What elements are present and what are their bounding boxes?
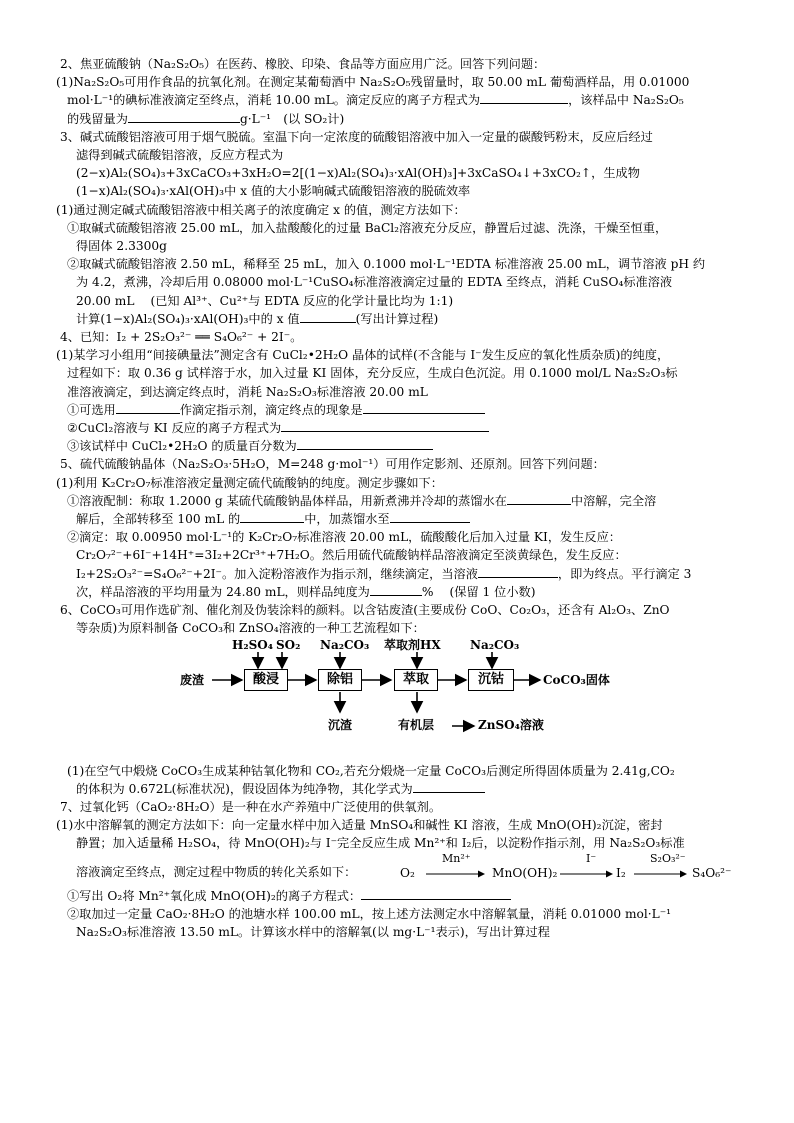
q4-line3: 准溶液滴定，到达滴定终点时，消耗 Na₂S₂O₃标准溶液 20.00 mL bbox=[67, 384, 428, 399]
q4-sub1-mid: 作滴定指示剂，滴定终点的现象是 bbox=[179, 402, 363, 417]
q3-step2b: 为 4.2，煮沸，冷却后用 0.08000 mol·L⁻¹CuSO₄标准溶液滴定过量的 EDTA 至终点，消耗 CuSO₄标准溶液 bbox=[76, 275, 673, 290]
q2-title: 2、焦亚硫酸钠（Na₂S₂O₅）在医药、橡胶、印染、食品等方面应用广泛。回答下列问题： bbox=[60, 57, 546, 71]
q5-title: 5、硫代硫酸钠晶体（Na₂S₂O₃·5H₂O，M=248 g·mol⁻¹）可用作定影剂、还原剂。回答下列问题： bbox=[60, 457, 605, 472]
q5-step1a-tail: 中溶解，完全溶 bbox=[570, 493, 657, 508]
q5-step2b: Cr₂O₇²⁻+6I⁻+14H⁺=3I₂+2Cr³⁺+7H₂O。然后用硫代硫酸钠样品溶液滴定至淡黄绿色，发生反应： bbox=[76, 548, 627, 563]
q4-sub1-text: ①可选用 bbox=[67, 402, 116, 417]
q2-line2-text: mol·L⁻¹的碘标准液滴定至终点，消耗 10.00 mL。滴定反应的离子方程式为 bbox=[67, 93, 481, 108]
flow-input-na2co3-2: Na₂CO₃ bbox=[470, 637, 520, 652]
q5-step1b bbox=[56, 510, 746, 528]
answer-blank[interactable] bbox=[297, 438, 433, 450]
flow-feed: 废渣 bbox=[180, 672, 205, 687]
q3-step1b: 得固体 2.3300g bbox=[76, 239, 167, 254]
answer-blank[interactable] bbox=[363, 402, 485, 414]
q2-line1: (1)Na₂S₂O₅可用作食品的抗氧化剂。在测定某葡萄酒中 Na₂S₂O₅残留量时，取 50.00 mL 葡萄酒样品，用 0.01000 bbox=[56, 75, 690, 90]
q3-step1a: ①取碱式硫酸铝溶液 25.00 mL，加入盐酸酸化的过量 BaCl₂溶液充分反应，静置后过滤、洗涤，干燥至恒重， bbox=[67, 220, 668, 235]
q7-sub2b: Na₂S₂O₃标准溶液 13.50 mL。计算该水样中的溶解氧(以 mg·L⁻¹表示)，写出计算过程 bbox=[76, 924, 550, 939]
q5-step2c-text: I₂+2S₂O₃²⁻=S₄O₆²⁻+2I⁻。加入淀粉溶液作为指示剂，继续滴定，当溶液 bbox=[76, 566, 478, 581]
answer-blank[interactable] bbox=[370, 584, 422, 596]
q7-sub1 bbox=[56, 887, 746, 905]
chain-i2: I₂ bbox=[616, 865, 626, 880]
q3-step2d-tail: (写出计算过程) bbox=[355, 311, 439, 326]
q4-sub2 bbox=[56, 419, 746, 437]
answer-blank[interactable] bbox=[507, 493, 571, 505]
q5-step1b-text: 解后，全部转移至 100 mL 的 bbox=[76, 512, 241, 527]
chain-mn2: Mn²⁺ bbox=[442, 851, 471, 865]
chain-s2o3: S₂O₃²⁻ bbox=[650, 851, 686, 865]
q6-title: 6、CoCO₃可用作选矿剂、催化剂及伪装涂料的颜料。以含钴废渣(主要成份 CoO、Co₂O₃，还含有 Al₂O₃、ZnO bbox=[60, 603, 670, 618]
flow-product: CoCO₃固体 bbox=[543, 672, 610, 687]
flow-input-h2so4: H₂SO₄ bbox=[232, 637, 273, 652]
process-flowchart bbox=[56, 637, 746, 758]
q5-step2c-tail: ，即为终点。平行滴定 3 bbox=[557, 566, 692, 581]
q5-step1b-mid: 中，加蒸馏水至 bbox=[304, 512, 390, 527]
chain-iminus: I⁻ bbox=[586, 851, 597, 865]
q3-title: 3、碱式硫酸铝溶液可用于烟气脱硫。室温下向一定浓度的硫酸铝溶液中加入一定量的碳酸钙粉末，反应后经过 bbox=[60, 129, 653, 144]
flow-step-precipitate-co: 沉钴 bbox=[468, 669, 514, 691]
chain-s4o6: S₄O₆²⁻ bbox=[692, 865, 732, 880]
answer-blank[interactable] bbox=[478, 566, 558, 578]
chain-mnooh2: MnO(OH)₂ bbox=[492, 865, 558, 880]
flow-output-znso4: ZnSO₄溶液 bbox=[478, 717, 544, 732]
q5-step2c bbox=[56, 565, 746, 583]
q6-line1: 等杂质)为原料制备 CoCO₃和 ZnSO₄溶液的一种工艺流程如下： bbox=[76, 621, 425, 636]
flow-input-so2: SO₂ bbox=[276, 637, 301, 652]
q2-line3-tail: g·L⁻¹ (以 SO₂计) bbox=[239, 111, 345, 126]
q2-line2-tail: ，该样品中 Na₂S₂O₅ bbox=[568, 93, 684, 108]
answer-blank[interactable] bbox=[240, 511, 304, 523]
q3-step2c: 20.00 mL (已知 Al³⁺、Cu²⁺与 EDTA 反应的化学计量比均为 1:1) bbox=[76, 293, 454, 308]
answer-blank[interactable] bbox=[281, 420, 489, 432]
q5-step1a-text: ①溶液配制：称取 1.2000 g 某硫代硫酸钠晶体样品，用新煮沸并冷却的蒸馏水在 bbox=[67, 493, 507, 508]
answer-blank[interactable] bbox=[116, 402, 180, 414]
q3-line3: (1−x)Al₂(SO₄)₃·xAl(OH)₃中 x 值的大小影响碱式硫酸铝溶液的脱硫效率 bbox=[76, 184, 471, 199]
answer-blank[interactable] bbox=[361, 888, 511, 900]
q4-line2: 过程如下：取 0.36 g 试样溶于水，加入过量 KI 固体，充分反应，生成白色沉淀。用 0.1000 mol/L Na₂S₂O₃标 bbox=[67, 366, 678, 381]
q3-part1: (1)通过测定碱式硫酸铝溶液中相关离子的浓度确定 x 的值，测定方法如下： bbox=[56, 202, 466, 217]
q3-line1: 滤得到碱式硫酸铝溶液，反应方程式为 bbox=[76, 148, 284, 163]
chain-o2: O₂ bbox=[400, 865, 415, 880]
q7-line2: 静置；加入适量稀 H₂SO₄，待 MnO(OH)₂与 I⁻完全反应生成 Mn²⁺和 I₂后，以淀粉作指示剂，用 Na₂S₂O₃标准 bbox=[76, 836, 685, 851]
q5-step2a: ②滴定：取 0.00950 mol·L⁻¹的 K₂Cr₂O₇标准溶液 20.00 mL，硫酸酸化后加入过量 KI，发生反应： bbox=[67, 530, 621, 545]
q7-line3: 溶液滴定至终点，测定过程中物质的转化关系如下： bbox=[76, 864, 357, 879]
q5-step1a bbox=[56, 492, 746, 510]
flow-output-organic-layer: 有机层 bbox=[398, 717, 435, 732]
q6-part1: (1)在空气中煅烧 CoCO₃生成某种钴氧化物和 CO₂,若充分煅烧一定量 CoCO₃后测定所得固体质量为 2.41g,CO₂ bbox=[67, 763, 675, 778]
answer-blank[interactable] bbox=[128, 111, 240, 123]
q3-equation: (2−x)Al₂(SO₄)₃+3xCaCO₃+3xH₂O=2[(1−x)Al₂(SO₄)₃·xAl(OH)₃]+3xCaSO₄↓+3xCO₂↑，生成物 bbox=[76, 166, 640, 181]
flow-output-residue: 沉渣 bbox=[328, 717, 353, 732]
answer-blank[interactable] bbox=[300, 311, 356, 323]
q4-line1: (1)某学习小组用“间接碘量法”测定含有 CuCl₂•2H₂O 晶体的试样(不含能与 I⁻发生反应的氧化性质杂质)的纯度， bbox=[56, 348, 670, 363]
flow-arrows bbox=[56, 640, 746, 758]
q4-sub2-text: ②CuCl₂溶液与 KI 反应的离子方程式为 bbox=[67, 421, 282, 436]
flow-step-extract: 萃取 bbox=[394, 669, 438, 691]
q7-sub1-text: ①写出 O₂将 Mn²⁺氧化成 MnO(OH)₂的离子方程式： bbox=[67, 888, 362, 903]
q2-line3 bbox=[56, 110, 746, 128]
answer-blank[interactable] bbox=[480, 92, 568, 104]
q4-sub3 bbox=[56, 437, 746, 455]
q4-title: 4、已知：I₂ + 2S₂O₃²⁻ ══ S₄O₆²⁻ + 2I⁻。 bbox=[60, 330, 303, 345]
q4-sub1 bbox=[56, 401, 746, 419]
q3-step2a: ②取碱式硫酸铝溶液 2.50 mL，稀释至 25 mL，加入 0.1000 mol·L⁻¹EDTA 标准溶液 25.00 mL，调节溶液 pH 约 bbox=[67, 257, 706, 272]
q4-sub3-text: ③该试样中 CuCl₂•2H₂O 的质量百分数为 bbox=[67, 439, 297, 454]
answer-blank[interactable] bbox=[390, 511, 470, 523]
q7-line1: (1)水中溶解氧的测定方法如下：向一定量水样中加入适量 MnSO₄和碱性 KI 溶液，生成 MnO(OH)₂沉淀，密封 bbox=[56, 818, 663, 833]
q5-step2d-tail: % (保留 1 位小数) bbox=[421, 584, 536, 599]
answer-blank[interactable] bbox=[413, 781, 485, 793]
q5-step2d bbox=[56, 583, 746, 601]
q7-title: 7、过氧化钙（CaO₂·8H₂O）是一种在水产养殖中广泛使用的供氧剂。 bbox=[60, 799, 442, 814]
q2-line3-text: 的残留量为 bbox=[67, 111, 128, 126]
q5-part1: (1)利用 K₂Cr₂O₇标准溶液定量测定硫代硫酸钠的纯度。测定步骤如下： bbox=[56, 475, 443, 490]
flow-step-remove-al: 除铝 bbox=[318, 669, 362, 691]
q2-line2 bbox=[56, 91, 746, 109]
q3-step2d-text: 计算(1−x)Al₂(SO₄)₃·xAl(OH)₃中的 x 值 bbox=[76, 311, 300, 326]
q5-step2d-text: 次，样品溶液的平均用量为 24.80 mL，则样品纯度为 bbox=[76, 584, 370, 599]
q7-sub2a: ②取加过一定量 CaO₂·8H₂O 的池塘水样 100.00 mL，按上述方法测定水中溶解氧量，消耗 0.01000 mol·L⁻¹ bbox=[67, 906, 672, 921]
flow-step-acid-leach: 酸浸 bbox=[244, 669, 288, 691]
flow-input-na2co3: Na₂CO₃ bbox=[320, 637, 370, 652]
q7-chain-line bbox=[56, 853, 746, 883]
q3-step2d bbox=[56, 310, 746, 328]
q6-part1b-text: 的体积为 0.672L(标准状况)，假设固体为纯净物，其化学式为 bbox=[76, 781, 413, 796]
flow-input-extractant: 萃取剂HX bbox=[384, 637, 441, 652]
worksheet bbox=[56, 55, 746, 941]
q6-part1b bbox=[56, 780, 746, 798]
